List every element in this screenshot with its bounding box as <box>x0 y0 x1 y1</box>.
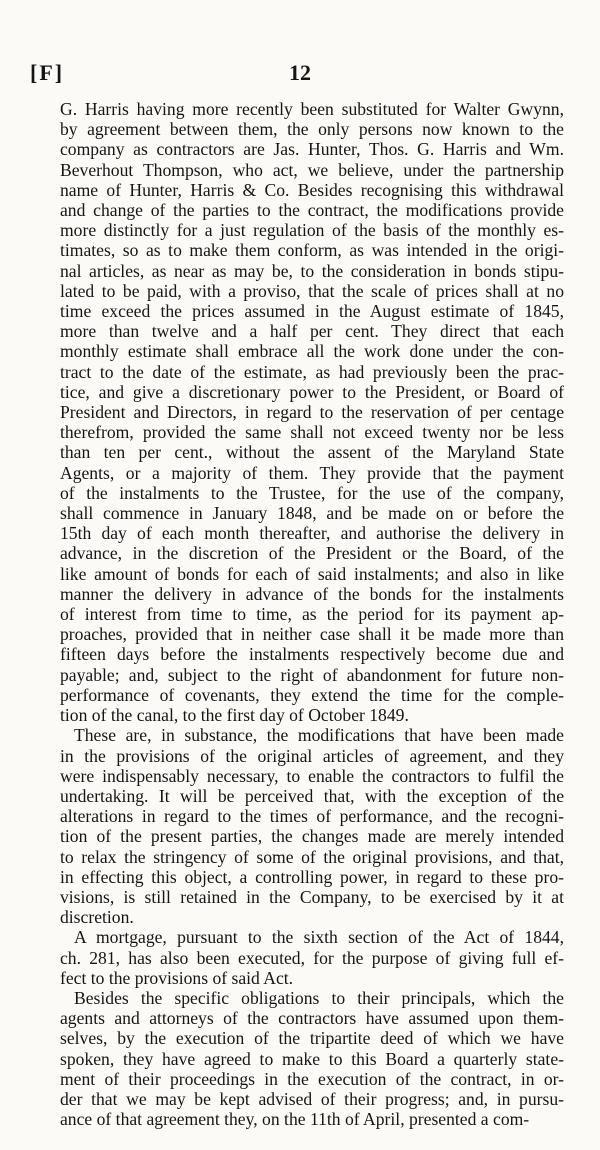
text-line: alterations in regard to the times of performance, and the recogni- <box>60 806 564 827</box>
text-line: Agents, or a majority of them. They provide that the payment <box>60 462 564 483</box>
text-line: undertaking. It will be perceived that, with the exception of the <box>60 785 564 806</box>
paragraph <box>60 988 564 1129</box>
text-line: lated to be paid, with a proviso, that the scale of prices shall at no <box>60 280 564 301</box>
text-line: of the instalments to the Trustee, for the use of the company, <box>60 482 564 503</box>
text-line: company as contractors are Jas. Hunter, Thos. G. Harris and Wm. <box>60 139 564 160</box>
page-header <box>30 60 570 90</box>
printer-signature-mark: [F] <box>30 60 65 85</box>
paragraph <box>60 99 564 725</box>
text-line: fifteen days before the instalments respectively become due and <box>60 644 564 665</box>
paragraph <box>60 927 564 988</box>
text-line: Besides the specific obligations to their principals, which the <box>74 987 564 1008</box>
text-line: spoken, they have agreed to make to this Board a quarterly state- <box>60 1048 564 1069</box>
text-line: therefrom, provided the same shall not exceed twenty nor be less <box>60 422 564 443</box>
text-line: A mortgage, pursuant to the sixth section of the Act of 1844, <box>74 927 564 948</box>
text-line: tract to the date of the estimate, as had previously been the prac- <box>60 361 564 382</box>
text-line: President and Directors, in regard to the reservation of per centage <box>60 402 564 423</box>
text-line: payable; and, subject to the right of abandonment for future non- <box>60 664 564 685</box>
body-text <box>60 99 564 1129</box>
text-line: were indispensably necessary, to enable the contractors to fulfil the <box>60 765 564 786</box>
text-line: of interest from time to time, as the period for its payment ap- <box>60 604 564 625</box>
text-line: 15th day of each month thereafter, and authorise the delivery in <box>60 523 564 544</box>
text-line: ment of their proceedings in the execution of the contract, in or- <box>60 1068 564 1089</box>
text-line: time exceed the prices assumed in the August estimate of 1845, <box>60 301 564 322</box>
paragraph <box>60 725 564 927</box>
text-line: monthly estimate shall embrace all the work done under the con- <box>60 341 564 362</box>
text-line: by agreement between them, the only persons now known to the <box>60 119 564 140</box>
text-line: and change of the parties to the contract, the modifications provide <box>60 200 564 221</box>
text-line: in effecting this object, a controlling power, in regard to these pro- <box>60 866 564 887</box>
text-line: name of Hunter, Harris & Co. Besides recognising this withdrawal <box>60 179 564 200</box>
text-line: to relax the stringency of some of the original provisions, and that, <box>60 846 564 867</box>
text-line: tion of the present parties, the changes made are merely intended <box>60 826 564 847</box>
text-line: proaches, provided that in neither case shall it be made more than <box>60 624 564 645</box>
text-line: than ten per cent., without the assent of the Maryland State <box>60 442 564 463</box>
text-line: like amount of bonds for each of said instalments; and also in like <box>60 563 564 584</box>
text-line: G. Harris having more recently been substituted for Walter Gwynn, <box>60 99 564 119</box>
page-number: 12 <box>289 60 311 85</box>
text-line: manner the delivery in advance of the bonds for the instalments <box>60 583 564 604</box>
text-line: advance, in the discretion of the President or the Board, of the <box>60 543 564 564</box>
text-line: more distinctly for a just regulation of the basis of the monthly es- <box>60 220 564 241</box>
text-line: Beverhout Thompson, who act, we believe, under the partnership <box>60 159 564 180</box>
text-line: timates, so as to make them conform, as was intended in the origi- <box>60 240 564 261</box>
text-line: agents and attorneys of the contractors have assumed upon them- <box>60 1008 564 1029</box>
text-line: visions, is still retained in the Company, to be exercised by it at <box>60 886 564 907</box>
text-line: in the provisions of the original articles of agreement, and they <box>60 745 564 766</box>
text-line: discretion. <box>60 907 134 928</box>
text-line: ance of that agreement they, on the 11th of April, presented a com- <box>60 1109 530 1130</box>
text-line: der that we may be kept advised of their progress; and, in pursu- <box>60 1088 564 1109</box>
text-line: performance of covenants, they extend the time for the comple- <box>60 684 564 705</box>
text-line: selves, by the execution of the tripartite deed of which we have <box>60 1028 564 1049</box>
text-line: ch. 281, has also been executed, for the purpose of giving full ef- <box>60 947 564 968</box>
text-line: nal articles, as near as may be, to the consideration in bonds stipu- <box>60 260 564 281</box>
text-line: shall commence in January 1848, and be made on or before the <box>60 503 564 524</box>
text-line: fect to the provisions of said Act. <box>60 967 294 988</box>
text-line: more than twelve and a half per cent. They direct that each <box>60 321 564 342</box>
text-line: tice, and give a discretionary power to the President, or Board of <box>60 381 564 402</box>
text-line: tion of the canal, to the first day of October 1849. <box>60 705 409 726</box>
text-line: These are, in substance, the modifications that have been made <box>74 725 564 746</box>
